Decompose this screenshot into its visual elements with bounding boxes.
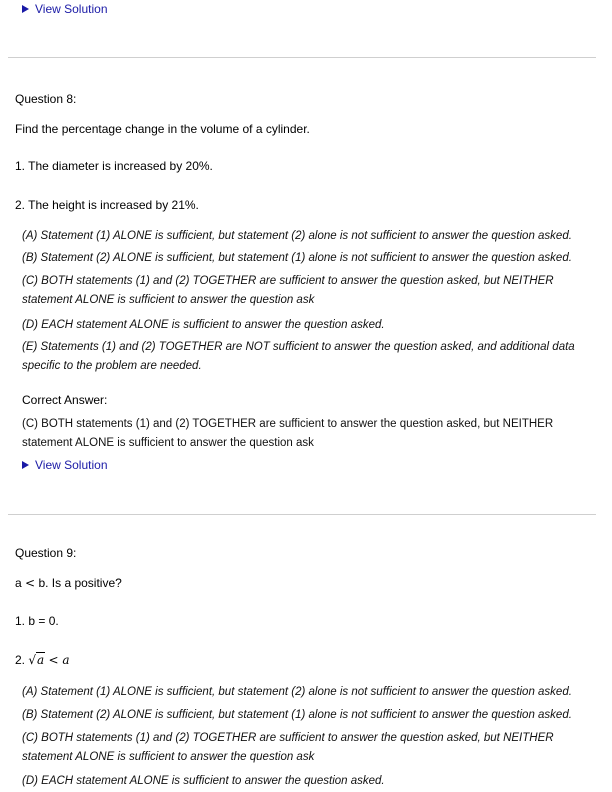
q9-less-than-sign: <: [25, 576, 36, 590]
q9-option-c: (C) BOTH statements (1) and (2) TOGETHER are sufficient to answer the question asked, but NEITHER statement ALONE is sufficient to answer the question ask: [22, 732, 554, 763]
view-solution-label: View Solution: [35, 2, 108, 16]
triangle-right-icon: [22, 5, 29, 13]
view-solution-label: View Solution: [35, 458, 108, 472]
view-solution-link-q8[interactable]: [22, 458, 108, 472]
q9-option-b: (B) Statement (2) ALONE is sufficient, but statement (1) alone is not sufficient to answer the question asked.: [22, 709, 572, 721]
q8-option-d: (D) EACH statement ALONE is sufficient to answer the question asked.: [22, 319, 385, 331]
question-9-statement-2: [15, 653, 70, 667]
question-8-prompt: Find the percentage change in the volume of a cylinder.: [15, 122, 310, 136]
q8-option-e: (E) Statements (1) and (2) TOGETHER are NOT sufficient to answer the question asked, and additional data specific to the problem are needed.: [22, 341, 575, 372]
question-8-statement-1: 1. The diameter is increased by 20%.: [15, 159, 213, 173]
question-9-label: Question 9:: [15, 546, 77, 560]
view-solution-link-top[interactable]: [22, 2, 108, 16]
triangle-right-icon: [22, 461, 29, 469]
question-9-statement-1: 1. b = 0.: [15, 614, 59, 628]
q9-option-d: (D) EACH statement ALONE is sufficient to answer the question asked.: [22, 775, 385, 787]
sqrt-expression: [28, 653, 45, 667]
q9-statement-2-rest: < a: [48, 653, 70, 667]
q9-statement-2-prefix: 2.: [15, 653, 26, 667]
q8-option-b: (B) Statement (2) ALONE is sufficient, but statement (1) alone is not sufficient to answer the question asked.: [22, 252, 572, 264]
divider: [8, 57, 596, 58]
question-9-prompt: [15, 576, 122, 590]
q8-option-a: (A) Statement (1) ALONE is sufficient, but statement (2) alone is not sufficient to answer the question asked.: [22, 230, 572, 242]
question-8-statement-2: 2. The height is increased by 21%.: [15, 198, 199, 212]
correct-answer-label: Correct Answer:: [22, 393, 108, 407]
divider: [8, 514, 596, 515]
sqrt-radicand: a: [37, 653, 45, 667]
q8-option-c: (C) BOTH statements (1) and (2) TOGETHER are sufficient to answer the question asked, but NEITHER statement ALONE is sufficient to answer the question ask: [22, 275, 554, 306]
question-8-label: Question 8:: [15, 92, 77, 106]
radical-sign-icon: √: [28, 653, 37, 667]
q9-option-a: (A) Statement (1) ALONE is sufficient, but statement (2) alone is not sufficient to answer the question asked.: [22, 686, 572, 698]
correct-answer-text: (C) BOTH statements (1) and (2) TOGETHER are sufficient to answer the question asked, but NEITHER statement ALONE is sufficient to answer the question ask: [22, 418, 554, 449]
q9-prompt-rest: b. Is a positive?: [38, 576, 122, 590]
q9-prompt-a: a: [15, 576, 22, 590]
